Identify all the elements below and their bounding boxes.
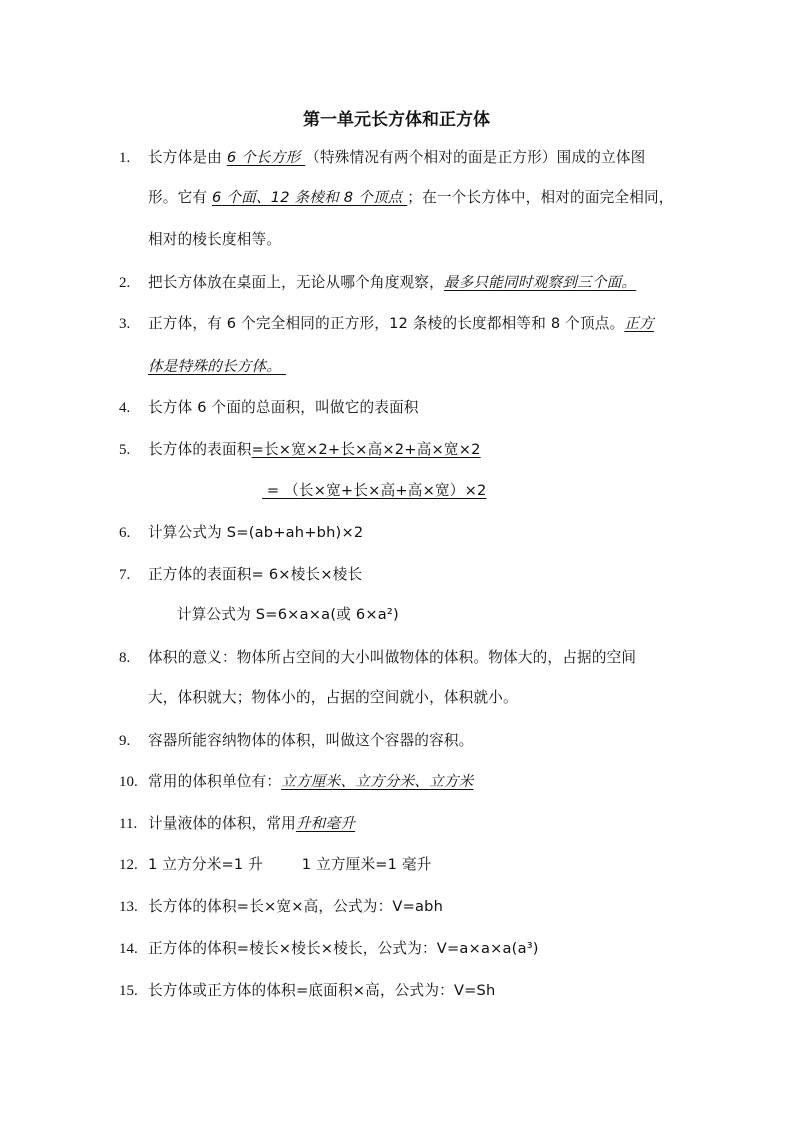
list-item-text (262, 479, 487, 503)
list-item-number: 11. (119, 816, 138, 832)
list-item-text (148, 979, 495, 1003)
list-item-text (148, 686, 518, 710)
list-item-text (148, 312, 654, 336)
emphasized-text-segment: 6 个面、12 条棱和 8 个顶点 (212, 189, 408, 206)
list-item-number: 5. (119, 442, 131, 458)
list-item-number: 4. (119, 400, 131, 416)
text-segment: 相对的棱长度相等。 (148, 231, 282, 248)
list-item-number: 10. (119, 774, 138, 790)
text-segment: 正方体的表面积= 6×棱长×棱长 (148, 566, 363, 583)
list-item-text (148, 563, 362, 587)
text-segment: 1 立方分米=1 升 1 立方厘米=1 毫升 (148, 856, 432, 873)
text-segment: 正方体的体积=棱长×棱长×棱长，公式为：V=a×a×a(a³) (148, 940, 539, 957)
text-segment: 计算公式为 S=(ab+ah+bh)×2 (148, 524, 364, 541)
list-item-text (148, 770, 473, 794)
emphasized-text-segment: = （长×宽+长×高+高×宽）×2 (262, 482, 487, 499)
list-item-number: 2. (119, 275, 131, 291)
list-item-number: 13. (119, 899, 138, 915)
text-segment: 长方体是由 (148, 149, 227, 166)
text-segment: 容器所能容纳物体的体积，叫做这个容器的容积。 (148, 732, 474, 749)
text-segment: 长方体 6 个面的总面积，叫做它的表面积 (148, 399, 419, 416)
list-item-number: 9. (119, 733, 131, 749)
list-item-number: 8. (119, 650, 131, 666)
list-item-number: 7. (119, 567, 131, 583)
list-item-text (148, 396, 419, 420)
list-item-number: 15. (119, 983, 138, 999)
text-segment: 常用的体积单位有： (148, 773, 282, 790)
text-segment: 体积的意义：物体所占空间的大小叫做物体的体积。物体大的，占据的空间 (148, 649, 637, 666)
emphasized-text-segment: 立方厘米、立方分米、立方米 (281, 773, 474, 790)
list-item-number: 6. (119, 525, 131, 541)
list-item-text (148, 521, 363, 545)
list-item-number: 14. (119, 941, 138, 957)
list-item-text (148, 186, 674, 210)
list-item-text (148, 729, 473, 753)
text-segment: 长方体或正方体的体积=底面积×高，公式为：V=Sh (148, 982, 496, 999)
list-item-text (148, 646, 636, 670)
text-segment: 正方体，有 6 个完全相同的正方形，12 条棱的长度都相等和 8 个顶点。 (148, 315, 625, 332)
list-item-text (148, 438, 481, 462)
text-segment: 形。它有 (148, 189, 213, 206)
list-item-number: 3. (119, 316, 131, 332)
emphasized-text-segment: =长×宽×2+长×高×2+高×宽×2 (251, 441, 481, 458)
emphasized-text-segment: 体是特殊的长方体。 (148, 358, 286, 375)
list-item-text (148, 812, 355, 836)
text-segment: ；在一个长方体中，相对的面完全相同， (407, 189, 674, 206)
list-item-text (148, 853, 432, 877)
list-item-text (148, 228, 281, 252)
text-segment: 长方体的体积=长×宽×高，公式为：V=abh (148, 898, 444, 915)
text-segment: 计算公式为 S=6×a×a(或 6×a²) (177, 606, 399, 623)
emphasized-text-segment: 升和毫升 (295, 815, 356, 832)
text-segment: 把长方体放在桌面上，无论从哪个角度观察， (148, 274, 444, 291)
document-title: 第一单元长方体和正方体 (303, 110, 490, 130)
text-segment: （特殊情况有两个相对的面是正方形）围成的立体图 (305, 149, 646, 166)
text-segment: 长方体的表面积 (148, 441, 252, 458)
text-segment: 计量液体的体积，常用 (148, 815, 296, 832)
emphasized-text-segment: 6 个长方形 (226, 149, 306, 166)
emphasized-text-segment: 最多只能同时观察到三个面。 (443, 274, 637, 291)
list-item-text (148, 895, 443, 919)
list-item-text (148, 146, 645, 170)
list-item-text (148, 355, 286, 379)
list-item-number: 1. (119, 150, 131, 166)
list-item-text (148, 937, 539, 961)
emphasized-text-segment: 正方 (624, 315, 654, 332)
list-item-number: 12. (119, 857, 138, 873)
list-item-text (148, 271, 636, 295)
text-segment: 大，体积就大；物体小的，占据的空间就小，体积就小。 (148, 689, 518, 706)
list-item-text (177, 603, 399, 627)
